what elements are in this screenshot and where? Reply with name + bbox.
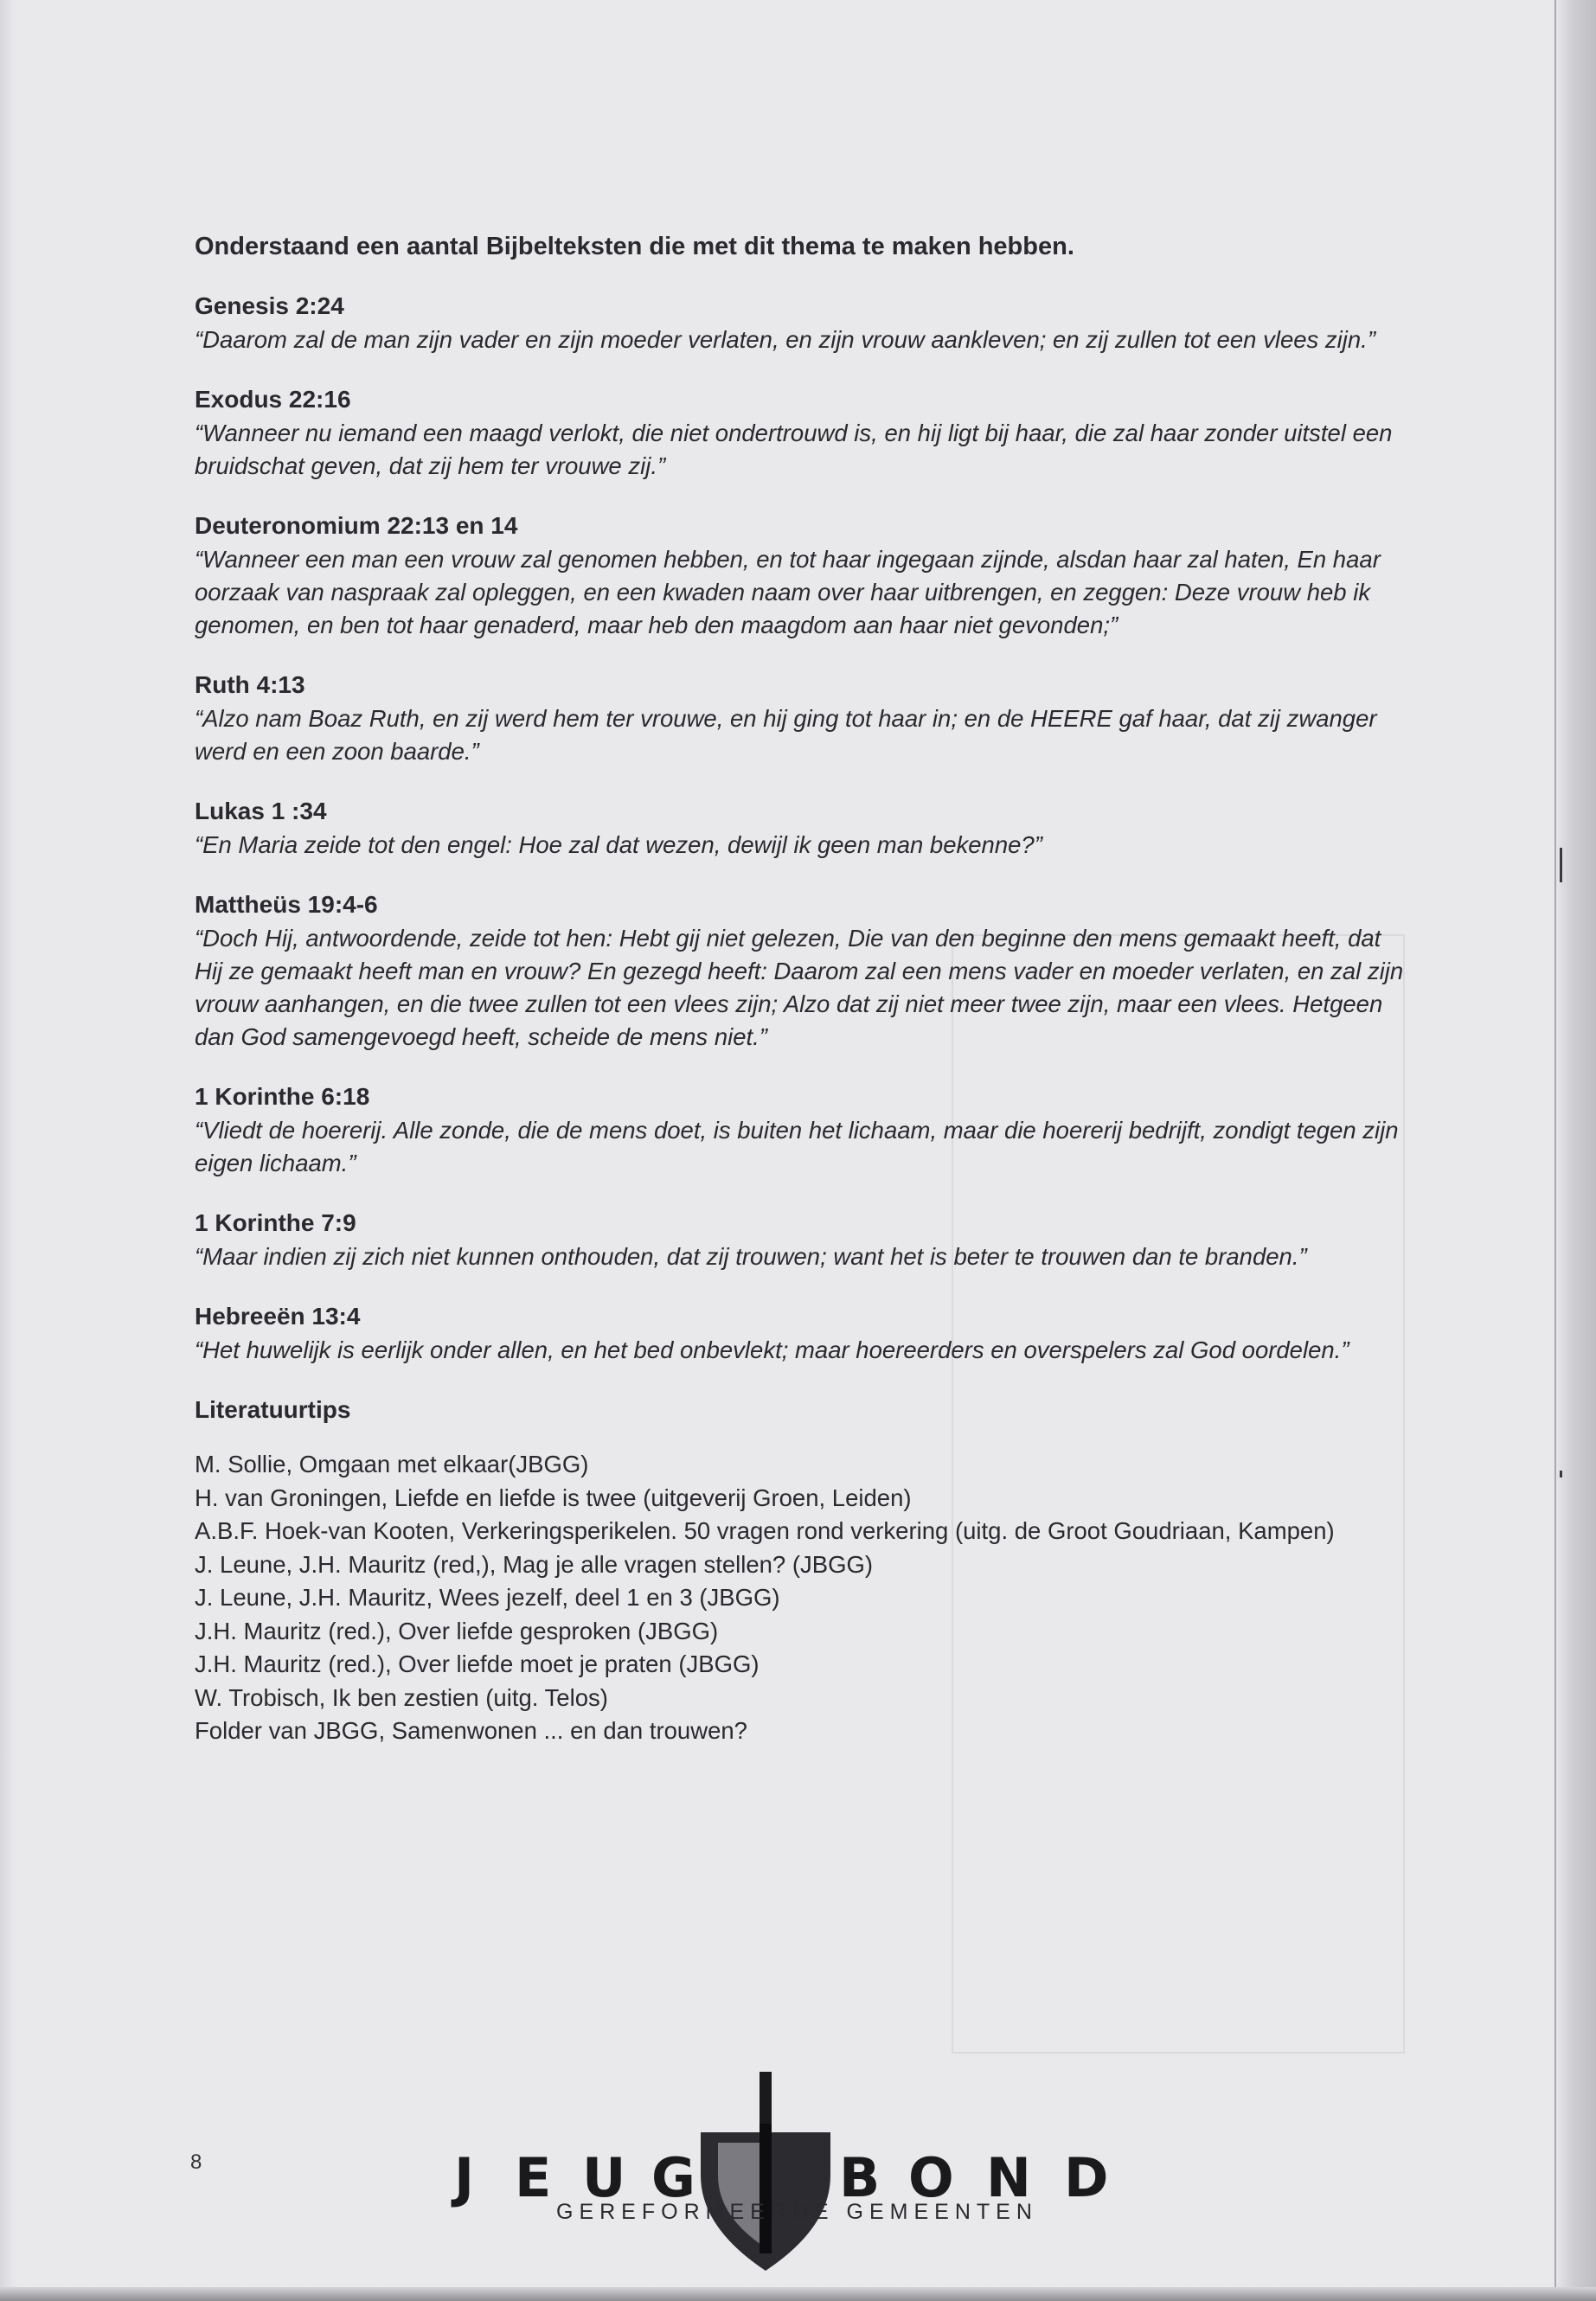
logo-letter: E (515, 2146, 552, 2209)
verse-block (195, 796, 1406, 862)
literature-list (195, 1448, 1406, 1748)
logo-letter: D (1064, 2146, 1109, 2209)
scan-mark (1560, 848, 1562, 882)
logo-wordmark (454, 2146, 1172, 2207)
scan-mark (1560, 1471, 1562, 1477)
verse-text: “Het huwelijk is eerlijk onder allen, en het bed onbevlekt; maar hoereerders en overspelers zal God oordelen.” (195, 1336, 1349, 1363)
verse-text: “Wanneer nu iemand een maagd verlokt, die niet ondertrouwd is, en hij ligt bij haar, die zal haar zonder uitstel een bruidschat geven, dat zij hem ter vrouwe zij.” (195, 420, 1393, 479)
verse-block (195, 1081, 1406, 1180)
verse-reference: Ruth 4:13 (195, 671, 305, 698)
page-number: 8 (190, 2150, 202, 2174)
logo-letter: N (986, 2146, 1031, 2209)
literature-item: W. Trobisch, Ik ben zestien (uitg. Telos) (195, 1683, 608, 1711)
verse-text: “Daarom zal de man zijn vader en zijn moeder verlaten, en zijn vrouw aankleven; en zij zullen tot een vlees zijn.” (195, 326, 1375, 353)
page-content (195, 232, 1406, 1748)
logo-subtitle: GEREFORMEERDE GEMEENTEN (556, 2200, 1038, 2224)
scan-edge-right (1554, 0, 1596, 2301)
verse-block (195, 291, 1406, 356)
scan-edge-bottom (0, 2287, 1596, 2301)
logo-letter: U (582, 2146, 626, 2209)
verse-list (195, 291, 1406, 1367)
verse-reference: Mattheüs 19:4-6 (195, 891, 378, 918)
logo-letter: O (908, 2146, 954, 2209)
literature-item: J. Leune, J.H. Mauritz (red,), Mag je alle vragen stellen? (JBGG) (195, 1550, 874, 1578)
verse-reference: Exodus 22:16 (195, 386, 351, 413)
verse-text: “Vliedt de hoererij. Alle zonde, die de mens doet, is buiten het lichaam, maar die hoererij bedrijft, zondigt tegen zijn eigen lichaam.” (195, 1117, 1399, 1176)
jeugdbond-logo (454, 2072, 1172, 2271)
verse-reference: Hebreeën 13:4 (195, 1303, 361, 1330)
literature-item: J. Leune, J.H. Mauritz, Wees jezelf, deel 1 en 3 (JBGG) (195, 1584, 780, 1611)
verse-block (195, 510, 1406, 642)
verse-text: “Alzo nam Boaz Ruth, en zij werd hem ter vrouwe, en hij ging tot haar in; en de HEERE gaf haar, dat zij zwanger werd en een zoon baarde.” (195, 705, 1377, 765)
verse-text: “Maar indien zij zich niet kunnen onthouden, dat zij trouwen; want het is beter te trouwen dan te branden.” (195, 1243, 1307, 1270)
literature-item: H. van Groningen, Liefde en liefde is twee (uitgeverij Groen, Leiden) (195, 1484, 912, 1511)
verse-block (195, 1208, 1406, 1273)
verse-block (195, 670, 1406, 768)
verse-block (195, 1301, 1406, 1367)
verse-reference: Lukas 1 :34 (195, 798, 327, 824)
literature-heading: Literatuurtips (195, 1396, 351, 1423)
verse-reference: Genesis 2:24 (195, 292, 344, 319)
literature-item: J.H. Mauritz (red.), Over liefde gesproken (JBGG) (195, 1617, 719, 1644)
literature-item: A.B.F. Hoek-van Kooten, Verkeringsperikelen. 50 vragen rond verkering (uitg. de Groot Goudriaan, Kampen) (195, 1517, 1335, 1544)
logo-letter: J (454, 2146, 475, 2209)
verse-reference: 1 Korinthe 7:9 (195, 1209, 356, 1236)
literature-item: J.H. Mauritz (red.), Over liefde moet je praten (JBGG) (195, 1650, 760, 1677)
intro-text: Onderstaand een aantal Bijbelteksten die met dit thema te maken hebben. (195, 233, 1074, 260)
literature-item: M. Sollie, Omgaan met elkaar(JBGG) (195, 1451, 589, 1477)
verse-reference: 1 Korinthe 6:18 (195, 1083, 370, 1110)
logo-letter: B (839, 2146, 881, 2209)
verse-text: “Wanneer een man een vrouw zal genomen hebben, en tot haar ingegaan zijnde, alsdan haar zal haten, En haar oorzaak van naspraak zal opleggen, en een kwaden naam over haar uitbrengen, en zeggen: Deze vrouw heb ik genomen, en ben tot haar genaderd, maar heb den maagdom aan haar niet gevonden;” (195, 546, 1381, 638)
literature-item: Folder van JBGG, Samenwonen ... en dan trouwen? (195, 1717, 747, 1744)
verse-text: “Doch Hij, antwoordende, zeide tot hen: Hebt gij niet gelezen, Die van den beginne den mens gemaakt heeft, dat Hij ze gemaakt heeft man en vrouw? En gezegd heeft: Daarom zal een mens vader en moeder verlaten, en zal zijn vrouw aanhangen, en die twee zullen tot een vlees zijn; Alzo dat zij niet meer twee zijn, maar een vlees. Hetgeen dan God samengevoegd heeft, scheide de mens niet.” (195, 925, 1404, 1050)
logo-letter: G (651, 2146, 695, 2209)
verse-reference: Deuteronomium 22:13 en 14 (195, 512, 518, 539)
verse-block (195, 384, 1406, 483)
verse-block (195, 889, 1406, 1054)
scan-edge-left (0, 0, 16, 2301)
verse-text: “En Maria zeide tot den engel: Hoe zal dat wezen, dewijl ik geen man bekenne?” (195, 831, 1042, 858)
